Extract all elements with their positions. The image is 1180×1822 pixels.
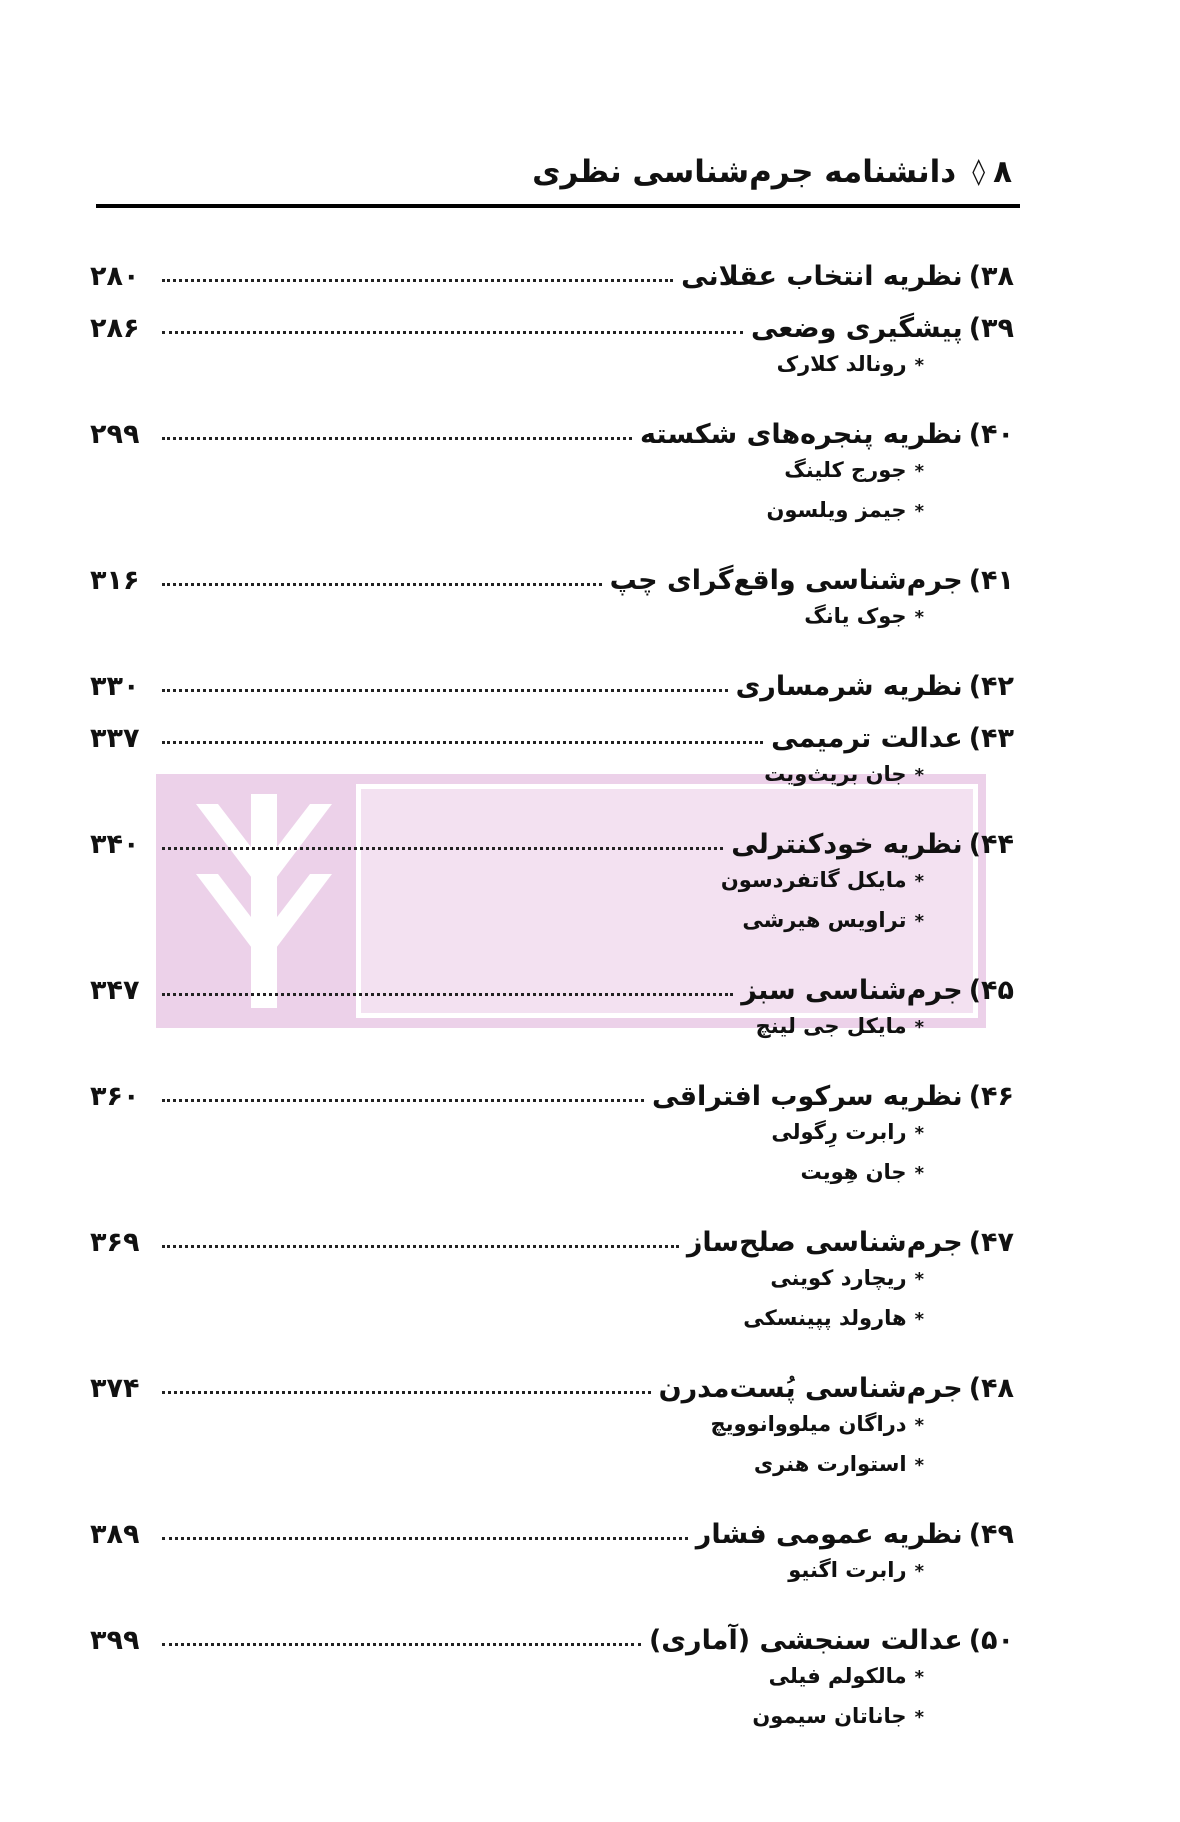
page-number: ۲۹۹ bbox=[90, 419, 140, 450]
toc-entry bbox=[90, 398, 1014, 544]
toc-entry-row[interactable] bbox=[90, 808, 1014, 860]
page-number: ۳۴۷ bbox=[90, 975, 140, 1006]
toc-entry-row[interactable] bbox=[90, 1206, 1014, 1258]
page-number: ۳۸۹ bbox=[90, 1519, 140, 1550]
author-name: دراگان میلووانوویچ bbox=[710, 1412, 907, 1436]
chapter-number: ۵۰) bbox=[968, 1625, 1014, 1656]
entry-spacer bbox=[90, 1046, 1014, 1060]
author-line bbox=[90, 596, 1014, 636]
page-number: ۳۴۰ bbox=[90, 829, 140, 860]
toc-entry bbox=[90, 544, 1014, 650]
asterisk-bullet-icon: * bbox=[914, 461, 924, 482]
page-number: ۳۳۰ bbox=[90, 671, 140, 702]
author-name: رابرت اگنیو bbox=[788, 1558, 907, 1582]
author-line bbox=[90, 1404, 1014, 1444]
page-number: ۳۹۹ bbox=[90, 1625, 140, 1656]
toc-entry-row[interactable] bbox=[90, 292, 1014, 344]
chapter-title: جرم‌شناسی واقع‌گرای چپ bbox=[609, 565, 963, 596]
chapter-title: جرم‌شناسی پُست‌مدرن bbox=[658, 1373, 963, 1404]
author-line bbox=[90, 1006, 1014, 1046]
author-name: استوارت هنری bbox=[753, 1452, 907, 1476]
entry-spacer bbox=[90, 530, 1014, 544]
asterisk-bullet-icon: * bbox=[914, 1163, 924, 1184]
toc-entry-row[interactable] bbox=[90, 240, 1014, 292]
page-number: ۳۱۶ bbox=[90, 565, 140, 596]
author-line bbox=[90, 754, 1014, 794]
toc-entry-row[interactable] bbox=[90, 1352, 1014, 1404]
author-name: رونالد کلارک bbox=[776, 352, 907, 376]
entry-spacer bbox=[90, 1736, 1014, 1750]
author-name: جان بریث‌ویت bbox=[764, 762, 907, 786]
toc-entry bbox=[90, 702, 1014, 808]
page-header bbox=[96, 140, 1020, 208]
author-name: رابرت رِگولی bbox=[771, 1120, 907, 1144]
author-line bbox=[90, 1298, 1014, 1338]
dot-leader bbox=[162, 740, 763, 744]
author-line bbox=[90, 1258, 1014, 1298]
chapter-number: ۴۲) bbox=[968, 671, 1014, 702]
dot-leader bbox=[162, 992, 733, 996]
author-line bbox=[90, 1550, 1014, 1590]
dot-leader bbox=[162, 1536, 688, 1540]
author-line bbox=[90, 490, 1014, 530]
asterisk-bullet-icon: * bbox=[914, 1455, 924, 1476]
author-line bbox=[90, 450, 1014, 490]
chapter-number: ۴۵) bbox=[968, 975, 1014, 1006]
author-name: تراویس هیرشی bbox=[742, 908, 907, 932]
author-line bbox=[90, 1152, 1014, 1192]
toc-entry bbox=[90, 292, 1014, 398]
dot-leader bbox=[162, 688, 728, 692]
chapter-number: ۴۳) bbox=[968, 723, 1014, 754]
chapter-number: ۴۶) bbox=[968, 1081, 1014, 1112]
toc-entry bbox=[90, 650, 1014, 702]
author-name: جیمز ویلسون bbox=[766, 498, 907, 522]
chapter-title: جرم‌شناسی سبز bbox=[741, 975, 963, 1006]
asterisk-bullet-icon: * bbox=[914, 1017, 924, 1038]
dot-leader bbox=[162, 330, 743, 334]
author-name: جان هِویت bbox=[800, 1160, 907, 1184]
chapter-number: ۴۴) bbox=[968, 829, 1014, 860]
asterisk-bullet-icon: * bbox=[914, 355, 924, 376]
header-title: دانشنامه جرم‌شناسی نظری bbox=[532, 154, 957, 190]
author-name: جورج کلینگ bbox=[784, 458, 907, 482]
asterisk-bullet-icon: * bbox=[914, 1667, 924, 1688]
entry-spacer bbox=[90, 940, 1014, 954]
chapter-title: عدالت سنجشی (آماری) bbox=[648, 1625, 963, 1656]
author-line bbox=[90, 1112, 1014, 1152]
asterisk-bullet-icon: * bbox=[914, 501, 924, 522]
chapter-title: جرم‌شناسی صلح‌ساز bbox=[686, 1227, 963, 1258]
author-line bbox=[90, 860, 1014, 900]
chapter-title: نظریه سرکوب افتراقی bbox=[652, 1081, 963, 1112]
page-number: ۳۶۹ bbox=[90, 1227, 140, 1258]
page-number: ۳۶۰ bbox=[90, 1081, 140, 1112]
table-of-contents bbox=[90, 240, 1014, 1750]
chapter-title: نظریه شرمساری bbox=[735, 671, 963, 702]
toc-entry-row[interactable] bbox=[90, 1060, 1014, 1112]
asterisk-bullet-icon: * bbox=[914, 1123, 924, 1144]
toc-entry-row[interactable] bbox=[90, 1604, 1014, 1656]
entry-spacer bbox=[90, 636, 1014, 650]
toc-entry-row[interactable] bbox=[90, 544, 1014, 596]
entry-spacer bbox=[90, 1192, 1014, 1206]
author-name: جوک یانگ bbox=[804, 604, 907, 628]
page-number: ۲۸۶ bbox=[90, 313, 140, 344]
chapter-title: نظریه پنجره‌های شکسته bbox=[640, 419, 963, 450]
author-name: مالکولم فیلی bbox=[768, 1664, 907, 1688]
chapter-number: ۴۹) bbox=[968, 1519, 1014, 1550]
entry-spacer bbox=[90, 1590, 1014, 1604]
author-name: جاناتان سیمون bbox=[752, 1704, 907, 1728]
toc-entry-row[interactable] bbox=[90, 1498, 1014, 1550]
author-name: مایکل گاتفردسون bbox=[720, 868, 907, 892]
asterisk-bullet-icon: * bbox=[914, 1269, 924, 1290]
author-line bbox=[90, 1656, 1014, 1696]
toc-entry-row[interactable] bbox=[90, 702, 1014, 754]
toc-entry-row[interactable] bbox=[90, 954, 1014, 1006]
toc-entry bbox=[90, 1498, 1014, 1604]
toc-entry bbox=[90, 1604, 1014, 1750]
asterisk-bullet-icon: * bbox=[914, 911, 924, 932]
chapter-title: پیشگیری وضعی bbox=[750, 313, 963, 344]
dot-leader bbox=[162, 436, 632, 440]
page-number: ۳۷۴ bbox=[90, 1373, 140, 1404]
toc-entry bbox=[90, 1060, 1014, 1206]
header-page-number: ۸ bbox=[993, 154, 1012, 190]
dot-leader bbox=[162, 1642, 641, 1646]
dot-leader bbox=[162, 582, 602, 586]
author-line bbox=[90, 344, 1014, 384]
toc-entry-row[interactable] bbox=[90, 650, 1014, 702]
toc-entry bbox=[90, 954, 1014, 1060]
chapter-number: ۴۰) bbox=[968, 419, 1014, 450]
author-line bbox=[90, 1444, 1014, 1484]
asterisk-bullet-icon: * bbox=[914, 1309, 924, 1330]
entry-spacer bbox=[90, 794, 1014, 808]
entry-spacer bbox=[90, 1338, 1014, 1352]
page-number: ۲۸۰ bbox=[90, 261, 140, 292]
dot-leader bbox=[162, 1098, 644, 1102]
chapter-title: نظریه انتخاب عقلانی bbox=[681, 261, 963, 292]
dot-leader bbox=[162, 1390, 651, 1394]
chapter-title: عدالت ترمیمی bbox=[771, 723, 963, 754]
chapter-title: نظریه عمومی فشار bbox=[695, 1519, 963, 1550]
toc-entry bbox=[90, 1206, 1014, 1352]
dot-leader bbox=[162, 846, 723, 850]
toc-entry bbox=[90, 240, 1014, 292]
asterisk-bullet-icon: * bbox=[914, 871, 924, 892]
chapter-number: ۴۷) bbox=[968, 1227, 1014, 1258]
asterisk-bullet-icon: * bbox=[914, 1707, 924, 1728]
author-line bbox=[90, 900, 1014, 940]
author-name: هارولد پپینسکی bbox=[743, 1306, 907, 1330]
author-name: مایکل جی لینچ bbox=[755, 1014, 907, 1038]
toc-entry bbox=[90, 808, 1014, 954]
dot-leader bbox=[162, 278, 673, 282]
entry-spacer bbox=[90, 1484, 1014, 1498]
chapter-title: نظریه خودکنترلی bbox=[731, 829, 963, 860]
asterisk-bullet-icon: * bbox=[914, 1561, 924, 1582]
header-separator-diamond-icon: ◊ bbox=[972, 157, 986, 187]
dot-leader bbox=[162, 1244, 679, 1248]
chapter-number: ۳۹) bbox=[968, 313, 1014, 344]
asterisk-bullet-icon: * bbox=[914, 1415, 924, 1436]
author-name: ریچارد کوینی bbox=[770, 1266, 907, 1290]
asterisk-bullet-icon: * bbox=[914, 765, 924, 786]
chapter-number: ۳۸) bbox=[968, 261, 1014, 292]
page-number: ۳۳۷ bbox=[90, 723, 140, 754]
toc-entry-row[interactable] bbox=[90, 398, 1014, 450]
chapter-number: ۴۱) bbox=[968, 565, 1014, 596]
asterisk-bullet-icon: * bbox=[914, 607, 924, 628]
toc-entry bbox=[90, 1352, 1014, 1498]
author-line bbox=[90, 1696, 1014, 1736]
chapter-number: ۴۸) bbox=[968, 1373, 1014, 1404]
entry-spacer bbox=[90, 384, 1014, 398]
